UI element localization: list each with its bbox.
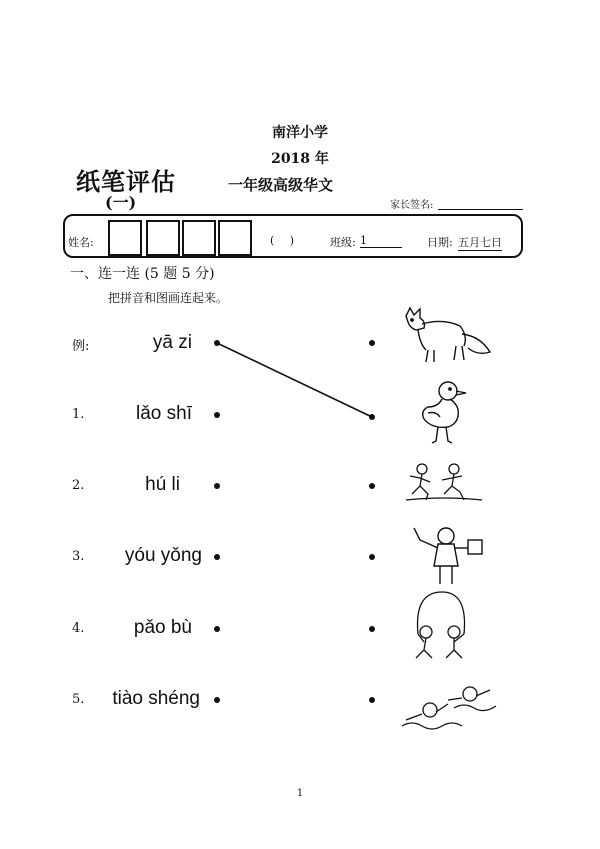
class-label: 班级: [330, 236, 356, 249]
picture-dot[interactable] [369, 483, 375, 489]
pinyin-text: yóu yǒng [124, 545, 202, 566]
fox-icon [398, 306, 493, 366]
pinyin-text: tiào shéng [112, 688, 200, 709]
pinyin-dot[interactable] [214, 626, 220, 632]
exam-year: 2018 年 [271, 151, 329, 167]
picture-dot[interactable] [369, 340, 375, 346]
name-char-box-2[interactable] [146, 220, 180, 256]
date-field[interactable]: 五月七日 [458, 236, 502, 249]
pinyin-text: yā zi [152, 332, 192, 353]
duck-icon [418, 377, 468, 445]
item-label: 4. [72, 621, 85, 636]
school-name: 南洋小学 [272, 125, 328, 141]
section-instruction: 把拼音和图画连起来。 [108, 291, 229, 305]
date-label: 日期: [427, 236, 453, 249]
class-number-field[interactable]: ( ) [270, 234, 295, 247]
pinyin-dot[interactable] [214, 697, 220, 703]
page-number: 1 [296, 788, 304, 799]
parent-sign-field[interactable] [438, 209, 523, 210]
pinyin-text: hú li [145, 474, 180, 495]
picture-dot[interactable] [369, 554, 375, 560]
class-field[interactable]: 1 [360, 234, 402, 248]
pinyin-dot[interactable] [214, 412, 220, 418]
assessment-title: 纸笔评估 [76, 167, 176, 196]
children-running-icon [404, 462, 484, 504]
children-swimming-icon [398, 680, 504, 736]
item-label: 3. [72, 549, 85, 564]
children-jumping-rope-icon [406, 588, 476, 662]
name-char-box-3[interactable] [182, 220, 216, 256]
assessment-subtitle: (一) [105, 193, 137, 212]
item-label: 1. [72, 407, 85, 422]
name-char-box-4[interactable] [218, 220, 252, 256]
parent-sign-label: 家长签名: [390, 200, 434, 211]
item-label: 2. [72, 478, 85, 493]
picture-dot[interactable] [369, 626, 375, 632]
course-name: 一年级高级华文 [228, 176, 334, 194]
section-title: 一、连一连 (5 题 5 分) [70, 266, 215, 282]
pinyin-dot[interactable] [214, 340, 220, 346]
pinyin-text: pǎo bù [133, 617, 192, 638]
item-label: 例: [72, 339, 90, 354]
item-label: 5. [72, 692, 85, 707]
name-label: 姓名: [68, 236, 94, 249]
picture-dot[interactable] [369, 697, 375, 703]
pinyin-dot[interactable] [214, 483, 220, 489]
pinyin-dot[interactable] [214, 554, 220, 560]
teacher-icon [410, 522, 490, 588]
name-char-box-1[interactable] [108, 220, 142, 256]
pinyin-text: lǎo shī [136, 403, 192, 424]
picture-dot[interactable] [369, 414, 375, 420]
